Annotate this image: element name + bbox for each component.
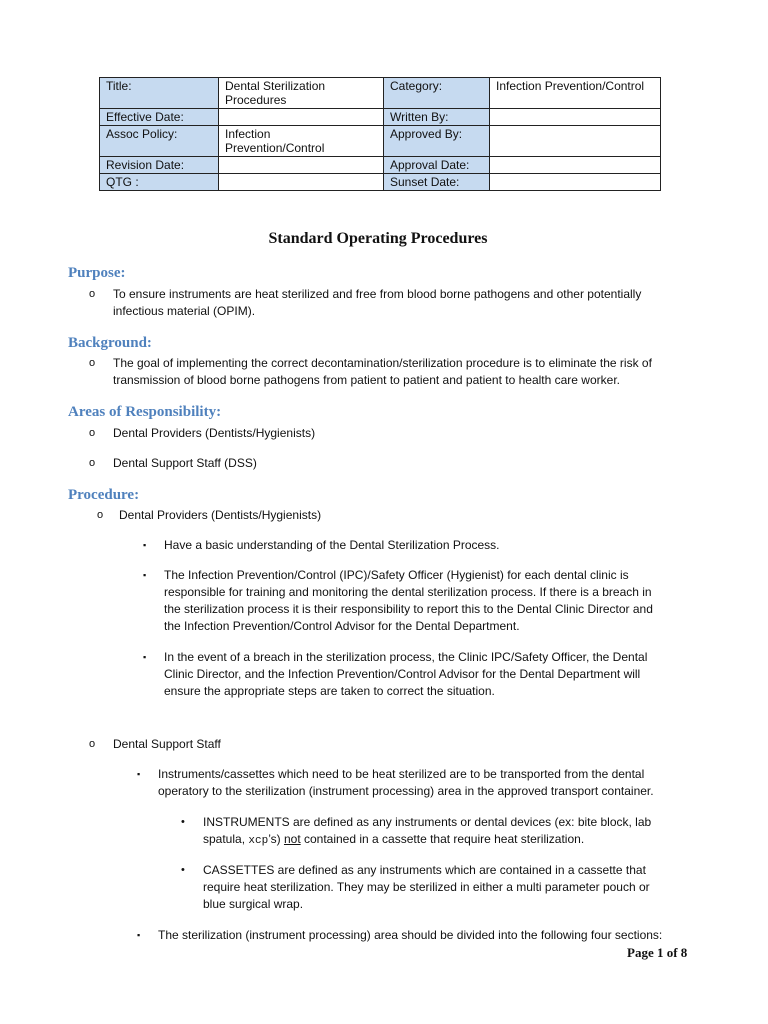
table-row bbox=[100, 174, 661, 191]
text-line: operatory to the sterilization (instrument processing) area in the approved transport container. bbox=[158, 784, 654, 798]
table-row bbox=[100, 157, 661, 174]
category-value: Infection Prevention/Control bbox=[490, 78, 661, 109]
dot-bullet: • bbox=[181, 816, 185, 828]
circle-bullet: o bbox=[89, 357, 96, 369]
responsibility-item: Dental Support Staff (DSS) bbox=[113, 456, 257, 470]
circle-bullet: o bbox=[89, 427, 96, 439]
written-by-value bbox=[490, 109, 661, 126]
text-line: CASSETTES are defined as any instruments which are contained in a cassette that bbox=[203, 863, 646, 877]
text-line: Instruments/cassettes which need to be heat sterilized are to be transported from the dental bbox=[158, 767, 645, 781]
qtg-value bbox=[219, 174, 384, 191]
underlined-text: not bbox=[283, 832, 301, 846]
text-line: INSTRUMENTS are defined as any instruments or dental devices (ex: bite block, lab bbox=[203, 815, 652, 829]
text-line: The Infection Prevention/Control (IPC)/Safety Officer (Hygienist) for each dental clinic is bbox=[164, 568, 629, 582]
page-number: Page 1 of 8 bbox=[627, 945, 688, 960]
circle-bullet: o bbox=[89, 288, 96, 300]
text-line: the sterilization process it is their responsibility to report this to the Dental Clinic Director and bbox=[164, 602, 653, 616]
assoc-policy-label: Assoc Policy: bbox=[100, 126, 219, 157]
table-row bbox=[100, 78, 661, 109]
square-bullet: ▪ bbox=[143, 570, 147, 580]
square-bullet: ▪ bbox=[137, 930, 141, 940]
dot-bullet: • bbox=[181, 864, 185, 876]
text-line: require heat sterilization. They may be sterilized in either a multi parameter pouch or bbox=[203, 880, 650, 894]
square-bullet: ▪ bbox=[137, 769, 141, 779]
assoc-policy-line: Infection bbox=[225, 127, 271, 141]
provider-item bbox=[164, 649, 647, 700]
title-value-line: Procedures bbox=[225, 93, 287, 107]
written-by-label: Written By: bbox=[384, 109, 490, 126]
text-line: Clinic Director, and the Infection Prevention/Control Advisor for the Dental Department will bbox=[164, 667, 641, 681]
square-bullet: ▪ bbox=[143, 652, 147, 662]
provider-item: Have a basic understanding of the Dental Sterilization Process. bbox=[164, 538, 500, 552]
purpose-text bbox=[113, 286, 641, 320]
circle-bullet: o bbox=[97, 509, 104, 521]
assoc-policy-line: Prevention/Control bbox=[225, 141, 325, 155]
document-info-table bbox=[99, 77, 661, 191]
circle-bullet: o bbox=[89, 738, 96, 750]
text-line: infectious material (OPIM). bbox=[113, 304, 256, 318]
support-item bbox=[158, 766, 654, 800]
revision-date-value bbox=[219, 157, 384, 174]
effective-date-label: Effective Date: bbox=[100, 109, 219, 126]
circle-bullet: o bbox=[89, 457, 96, 469]
text-line: ensure the appropriate steps are taken to correct the situation. bbox=[164, 684, 495, 698]
support-label: Dental Support Staff bbox=[113, 737, 221, 751]
text-line: In the event of a breach in the sterilization process, the Clinic IPC/Safety Officer, the Dental bbox=[164, 650, 648, 664]
provider-item bbox=[164, 567, 653, 635]
square-bullet: ▪ bbox=[143, 540, 147, 550]
table-row bbox=[100, 126, 661, 157]
responsibility-item: Dental Providers (Dentists/Hygienists) bbox=[113, 426, 316, 440]
text-segment: contained in a cassette that require heat sterilization. bbox=[300, 832, 585, 846]
approved-by-value bbox=[490, 126, 661, 157]
support-item: The sterilization (instrument processing) area should be divided into the following four sections: bbox=[158, 928, 663, 942]
assoc-policy-value bbox=[219, 126, 384, 157]
approval-date-value bbox=[490, 157, 661, 174]
responsibility-heading: Areas of Responsibility: bbox=[68, 404, 222, 420]
category-label: Category: bbox=[384, 78, 490, 109]
text-line: responsible for training and monitoring the dental sterilization process. If there is a breach in bbox=[164, 585, 652, 599]
purpose-heading: Purpose: bbox=[68, 265, 126, 281]
table-row bbox=[100, 109, 661, 126]
text-segment: spatula, bbox=[203, 832, 249, 846]
text-segment: ’s) bbox=[268, 832, 284, 846]
title-value bbox=[219, 78, 384, 109]
sunset-date-value bbox=[490, 174, 661, 191]
revision-date-label: Revision Date: bbox=[100, 157, 219, 174]
document-title: Standard Operating Procedures bbox=[268, 230, 488, 247]
approval-date-label: Approval Date: bbox=[384, 157, 490, 174]
procedure-heading: Procedure: bbox=[68, 487, 140, 503]
text-line: blue surgical wrap. bbox=[203, 897, 304, 911]
providers-label: Dental Providers (Dentists/Hygienists) bbox=[119, 508, 322, 522]
qtg-label: QTG : bbox=[100, 174, 219, 191]
background-heading: Background: bbox=[68, 335, 152, 351]
code-text: xcp bbox=[248, 835, 269, 847]
instruments-definition bbox=[203, 814, 651, 850]
effective-date-value bbox=[219, 109, 384, 126]
sunset-date-label: Sunset Date: bbox=[384, 174, 490, 191]
text-line: The goal of implementing the correct decontamination/sterilization procedure is to eliminate the risk of bbox=[113, 356, 652, 370]
text-line: the Infection Prevention/Control Advisor for the Dental Department. bbox=[164, 619, 520, 633]
title-value-line: Dental Sterilization bbox=[225, 79, 326, 93]
approved-by-label: Approved By: bbox=[384, 126, 490, 157]
title-label: Title: bbox=[100, 78, 219, 109]
background-text bbox=[113, 355, 652, 389]
text-line bbox=[203, 831, 651, 850]
text-line: transmission of blood borne pathogens from patient to patient and patient to health care worker. bbox=[113, 373, 620, 387]
text-line: To ensure instruments are heat sterilized and free from blood borne pathogens and other potentially bbox=[113, 287, 642, 301]
cassettes-definition bbox=[203, 862, 650, 913]
